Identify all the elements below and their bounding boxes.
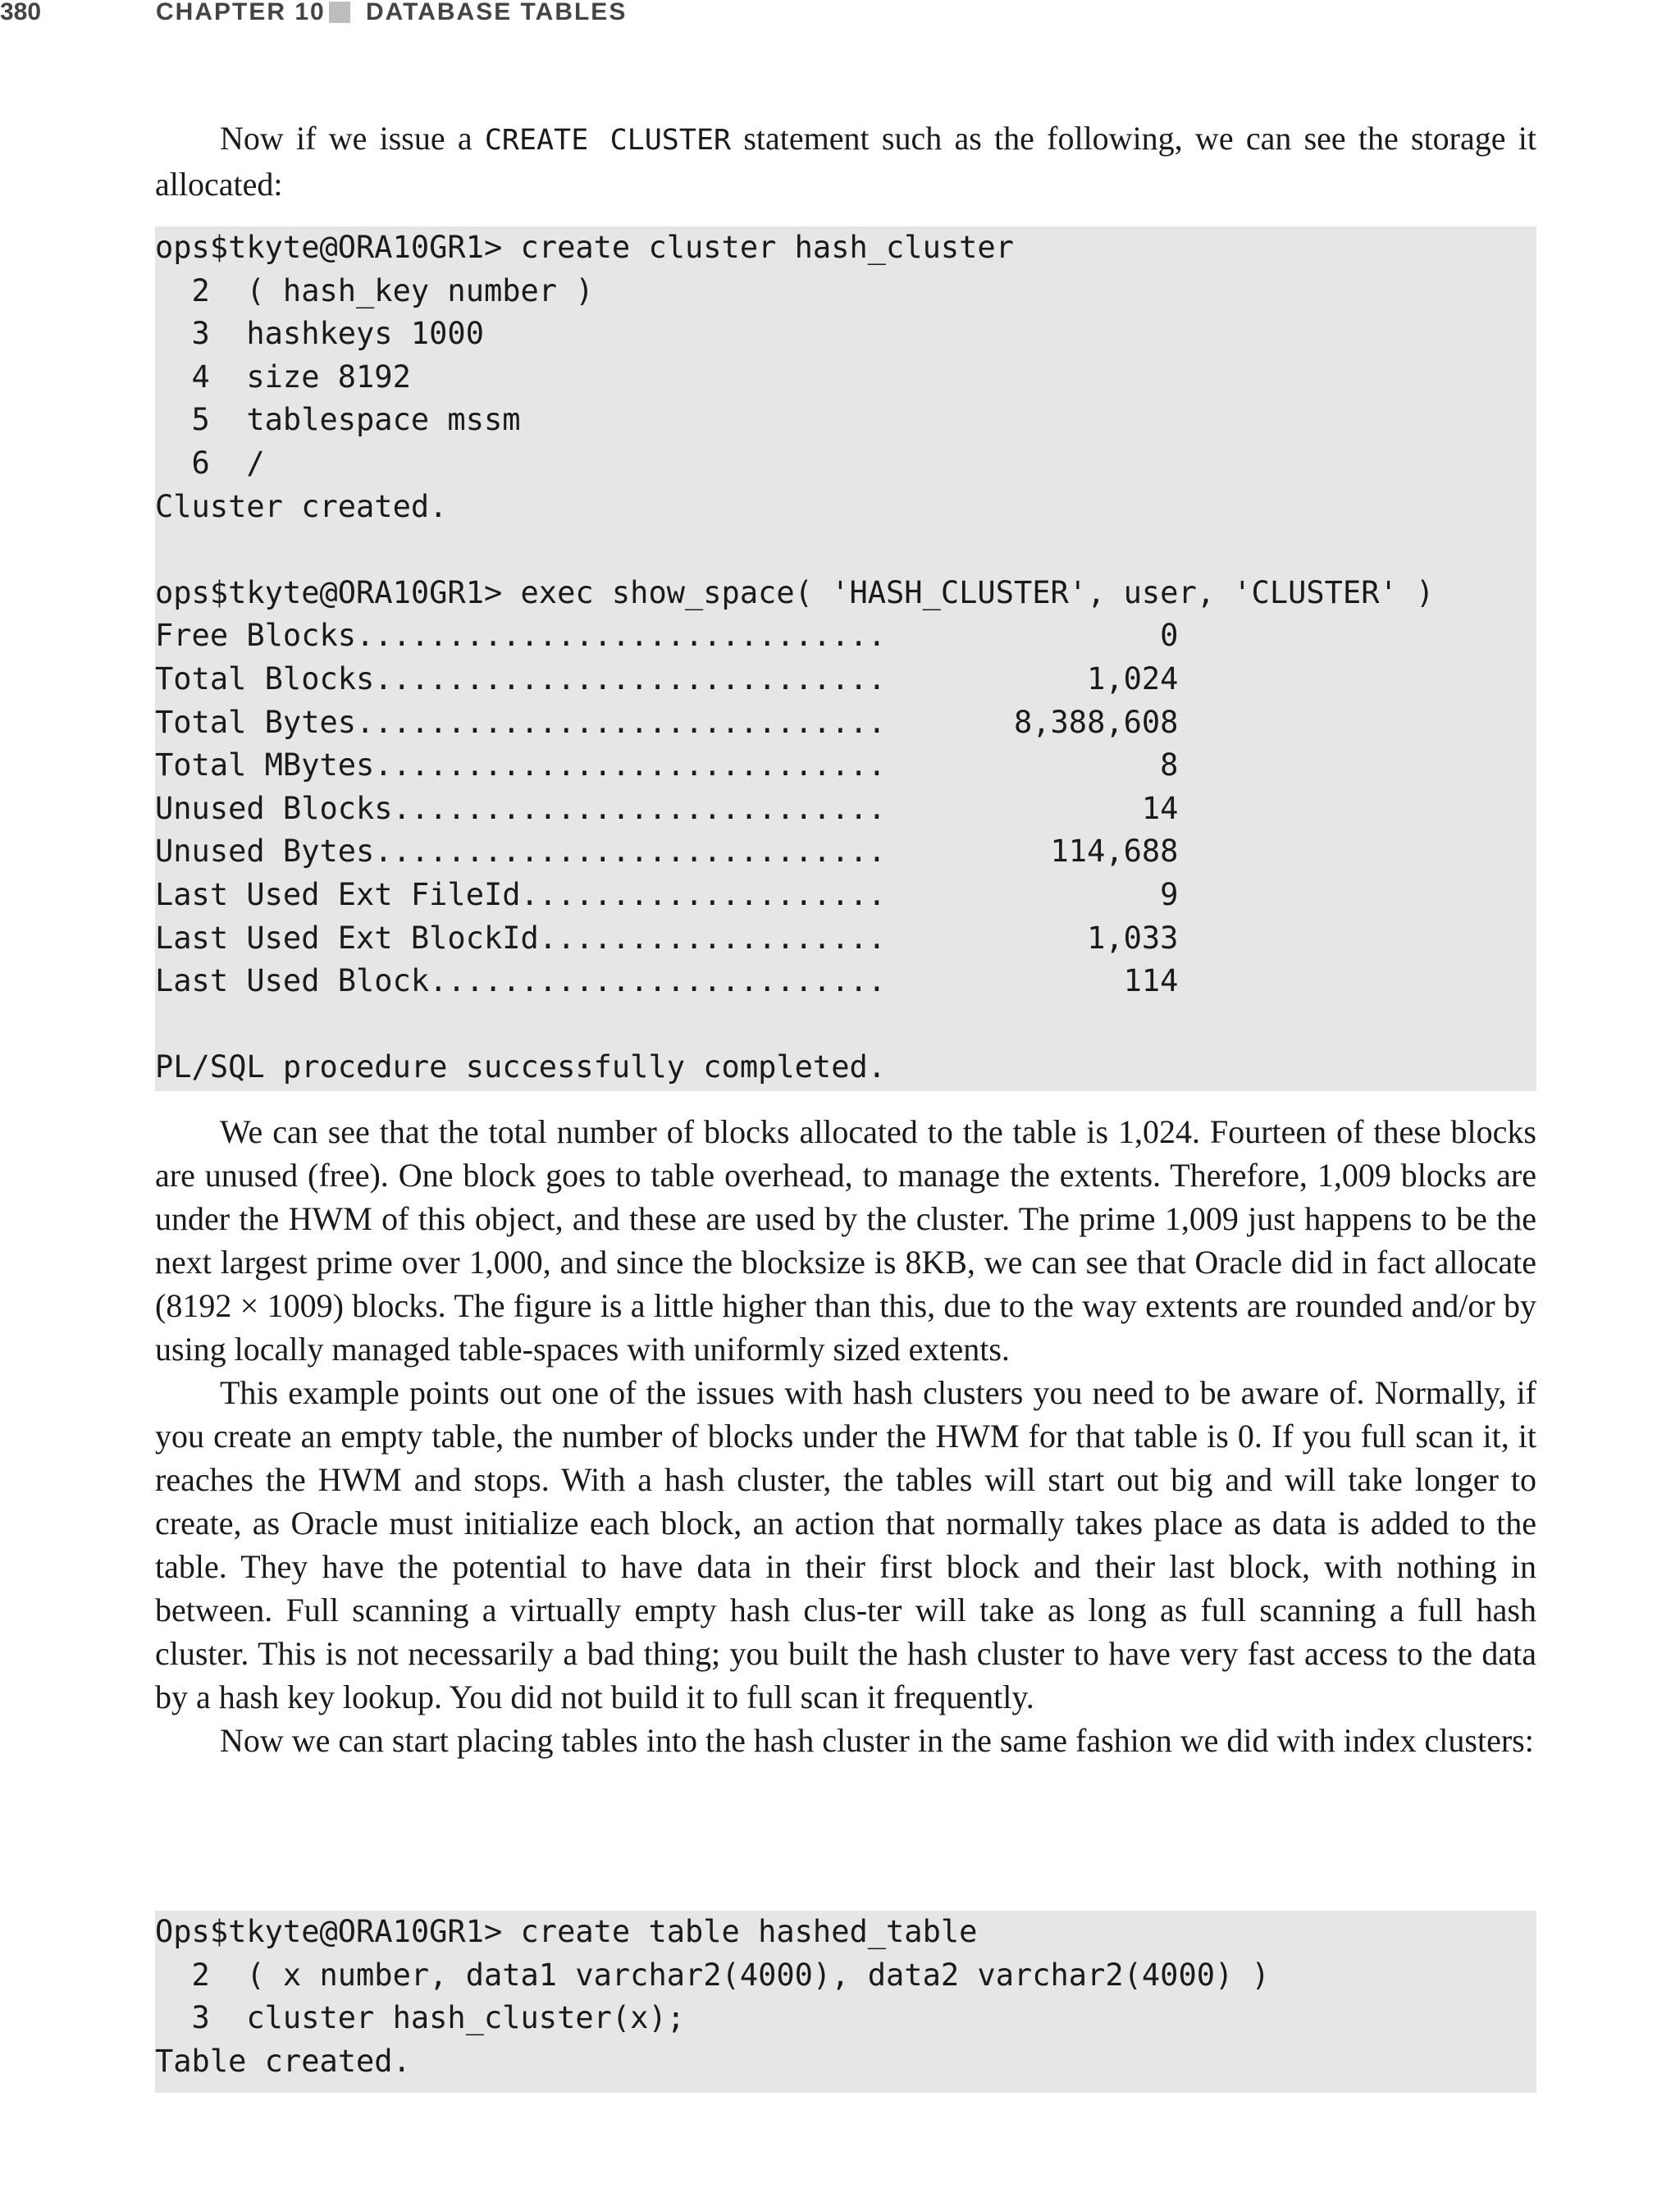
intro-text-after: statement such as the following, we can see the storage it allocated:: [155, 120, 1536, 203]
body-paragraph-2: This example points out one of the issues with hash clusters you need to be aware of. Normally, if you create an empty table, the number of blocks under the HWM for that table is 0. If you full scan it, it reaches the HWM and stops. With a hash cluster, the tables will start out big and will take longer to create, as Oracle must initialize each block, an action that normally takes place as data is added to the table. They have the potential to have data in their first block and their last block, with nothing in between. Full scanning a virtually empty hash clus-ter will take as long as full scanning a full hash cluster. This is not necessarily a bad thing; you built the hash cluster to have very fast access to the data by a hash key lookup. You did not build it to full scan it frequently.: [155, 1374, 1536, 1715]
body-paragraph-3: Now we can start placing tables into the hash cluster in the same fashion we did with index clusters:: [220, 1722, 1534, 1759]
intro-paragraph: [155, 116, 1536, 206]
body-paragraph-1: We can see that the total number of blocks allocated to the table is 1,024. Fourteen of these blocks are unused (free). One block goes to table overhead, to manage the extents. Therefore, 1,009 blocks are under the HWM of this object, and these are used by the cluster. The prime 1,009 just happens to be the next largest prime over 1,000, and since the blocksize is 8KB, we can see that Oracle did in fact allocate (8192 × 1009) blocks. The figure is a little higher than this, due to the way extents are rounded and/or by using locally managed table-spaces with uniformly sized extents.: [155, 1113, 1536, 1368]
chapter-title: DATABASE TABLES: [366, 0, 628, 25]
code-listing-create-cluster: [155, 226, 1536, 1091]
code-listing-create-table: [155, 1911, 1536, 2093]
intro-text-before: Now if we issue a: [220, 120, 485, 157]
page-number: 380: [0, 0, 42, 25]
code-listing-create-cluster-text: ops$tkyte@ORA10GR1> create cluster hash_cluster 2 ( hash_key number ) 3 hashkeys 1000 4 size 8192 5 tablespace mssm 6 / Cluster created. ops$tkyte@ORA10GR1> exec show_space( 'HASH_CLUSTER', user, 'CLUSTER' ) Free Blocks............................. 0 Total Blocks............................ 1,024 Total Bytes............................. 8,388,608 Total MBytes............................ 8 Unused Blocks........................... 14 Unused Bytes............................ 114,688 Last Used Ext FileId.................... 9 Last Used Ext BlockId................... 1,033 Last Used Block......................... 114 PL/SQL procedure successfully completed.: [155, 230, 1435, 1085]
code-listing-create-table-text: Ops$tkyte@ORA10GR1> create table hashed_table 2 ( x number, data1 varchar2(4000), data2 varchar2(4000) ) 3 cluster hash_cluster(x); Table created.: [155, 1914, 1270, 2079]
running-header: [0, 0, 1559, 26]
body-text: [155, 1110, 1536, 1762]
chapter-label: CHAPTER 10: [156, 0, 326, 25]
intro-paragraph-block: [155, 116, 1536, 206]
header-separator-square-icon: [329, 2, 350, 23]
intro-inline-code: CREATE CLUSTER: [484, 124, 732, 157]
